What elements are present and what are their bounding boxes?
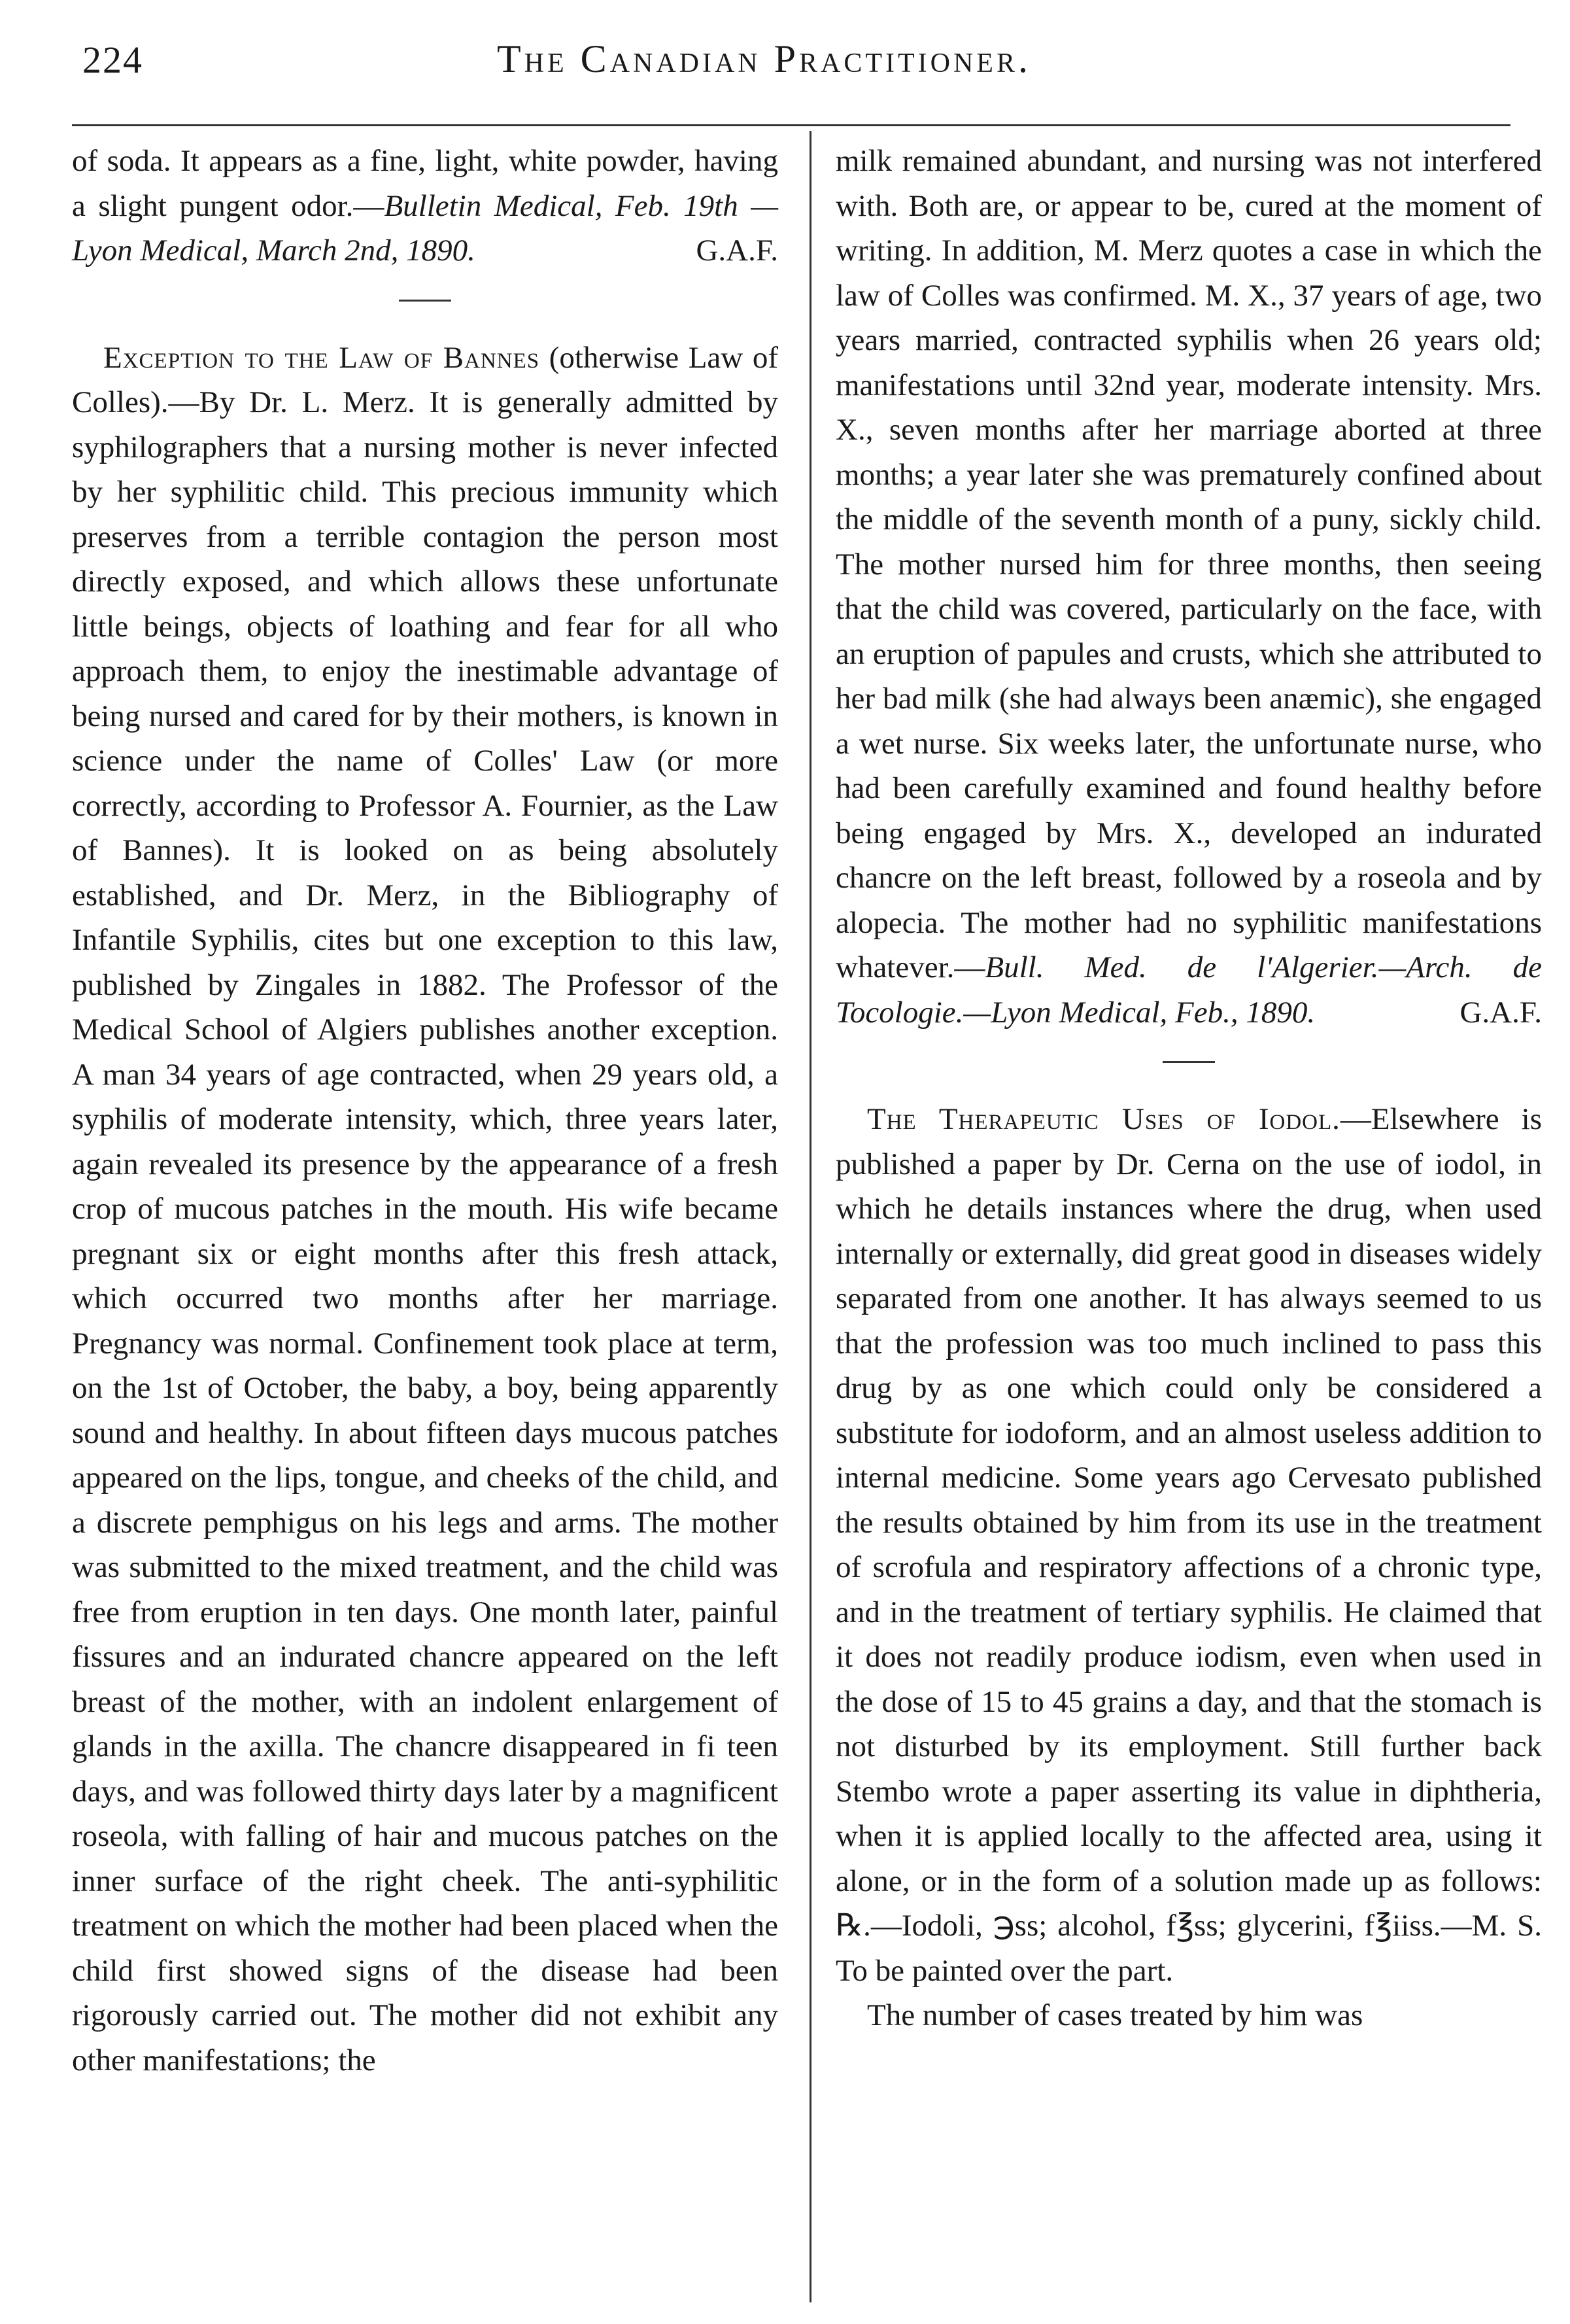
colles-continued-citation: Bull. Med. de l'Algerier.—Arch. de Tocologie.—Lyon Medical, Feb., 1890.: [836, 950, 1542, 1030]
colles-article-heading: Exception to the Law of Bannes: [103, 340, 540, 375]
iodol-article-body: —Elsewhere is published a paper by Dr. Cerna on the use of iodol, in which he details instances where the drug, when used internally or externally, did great good in diseases widely separated from one another. It has always seemed to us that the profession was too much inclined to pass this drug by as one which could only be considered a substitute for iodoform, and an almost useless addition to internal medicine. Some years ago Cervesato published the results obtained by him from its use in the treatment of scrofula and respiratory affections of a chronic type, and in the treatment of tertiary syphilis. He claimed that it does not readily produce iodism, even when used in the dose of 15 to 45 grains a day, and that the stomach is not disturbed by its employment. Still further back Stembo wrote a paper asserting its value in diphtheria, when it is applied locally to the affected area, using it alone, or in the form of a solution made up as follows: ℞.—Iodoli, ℈ss; alcohol, f℥ss; glycerini, f℥iiss.—M. S. To be painted over the part.: [836, 1102, 1542, 1988]
colles-article-paragraph: [72, 336, 778, 2083]
colles-continued-signature: G.A.F.: [1459, 995, 1542, 1030]
right-column: [836, 139, 1542, 2038]
iodol-ending-text: of soda. It appears as a fine, light, white powder, having a slight pungent odor.—: [72, 144, 778, 223]
header-rule: [72, 124, 1510, 126]
section-separator: [1163, 1061, 1215, 1063]
journal-title: The Canadian Practitioner.: [497, 37, 1031, 80]
section-separator: [399, 300, 451, 302]
iodol-article-paragraph: [836, 1097, 1542, 1993]
iodol-article-heading: The Therapeutic Uses of Iodol.: [867, 1102, 1340, 1136]
page-header: [0, 0, 1570, 144]
page-number: 224: [82, 39, 143, 81]
iodol-article-ending: [72, 139, 778, 273]
colles-article-continued: [836, 139, 1542, 1035]
iodol-ending-signature: G.A.F.: [696, 234, 778, 268]
iodol-article-paragraph-2: [836, 1993, 1542, 2038]
colles-continued-body: milk remained abundant, and nursing was not interfered with. Both are, or appear to be, cured at the moment of writing. In addition, M. Merz quotes a case in which the law of Colles was confirmed. M. X., 37 years of age, two years married, contracted syphilis when 26 years old; manifestations until 32nd year, moderate intensity. Mrs. X., seven months after her marriage aborted at three months; a year later she was prematurely confined about the middle of the seventh month of a puny, sickly child. The mother nursed him for three months, then seeing that the child was covered, particularly on the face, with an eruption of papules and crusts, which she attributed to her bad milk (she had always been anæmic), she engaged a wet nurse. Six weeks later, the unfortunate nurse, who had been carefully examined and found healthy before being engaged by Mrs. X., developed an indurated chancre on the left breast, followed by a roseola and by alopecia. The mother had no syphilitic manifestations whatever.—: [836, 144, 1542, 984]
colles-article-body: (otherwise Law of Colles).—By Dr. L. Merz. It is generally admitted by syphilographers that a nursing mother is never infected by her syphilitic child. This precious immunity which preserves from a terrible contagion the person most directly exposed, and which allows these unfortunate little beings, objects of loathing and fear for all who approach them, to enjoy the inestimable advantage of being nursed and cared for by their mothers, is known in science under the name of Colles' Law (or more correctly, according to Professor A. Fournier, as the Law of Bannes). It is looked on as being absolutely established, and Dr. Merz, in the Bibliography of Infantile Syphilis, cites but one exception to this law, published by Zingales in 1882. The Professor of the Medical School of Algiers publishes another exception. A man 34 years of age contracted, when 29 years old, a syphilis of moderate intensity, which, three years later, again revealed its presence by the appearance of a fresh crop of mucous patches in the mouth. His wife became pregnant six or eight months after this fresh attack, which occurred two months after her marriage. Pregnancy was normal. Confinement took place at term, on the 1st of October, the baby, a boy, being apparently sound and healthy. In about fifteen days mucous patches appeared on the lips, tongue, and cheeks of the child, and a discrete pemphigus on his legs and arms. The mother was submitted to the mixed treatment, and the child was free from eruption in ten days. One month later, painful fissures and an indurated chancre appeared on the left breast of the mother, with an indolent enlargement of glands in the axilla. The chancre disappeared in fi teen days, and was followed thirty days later by a magnificent roseola, with falling of hair and mucous patches on the inner surface of the right cheek. The anti-syphilitic treatment on which the mother had been placed when the child first showed signs of the disease had been rigorously carried out. The mother did not exhibit any other manifestations; the: [72, 340, 778, 2077]
iodol-ending-citation: Bulletin Medical, Feb. 19th — Lyon Medical, March 2nd, 1890.: [72, 188, 778, 268]
column-divider: [810, 131, 811, 2302]
left-column: [72, 139, 778, 2083]
iodol-article-body-2: The number of cases treated by him was: [867, 1998, 1363, 2032]
